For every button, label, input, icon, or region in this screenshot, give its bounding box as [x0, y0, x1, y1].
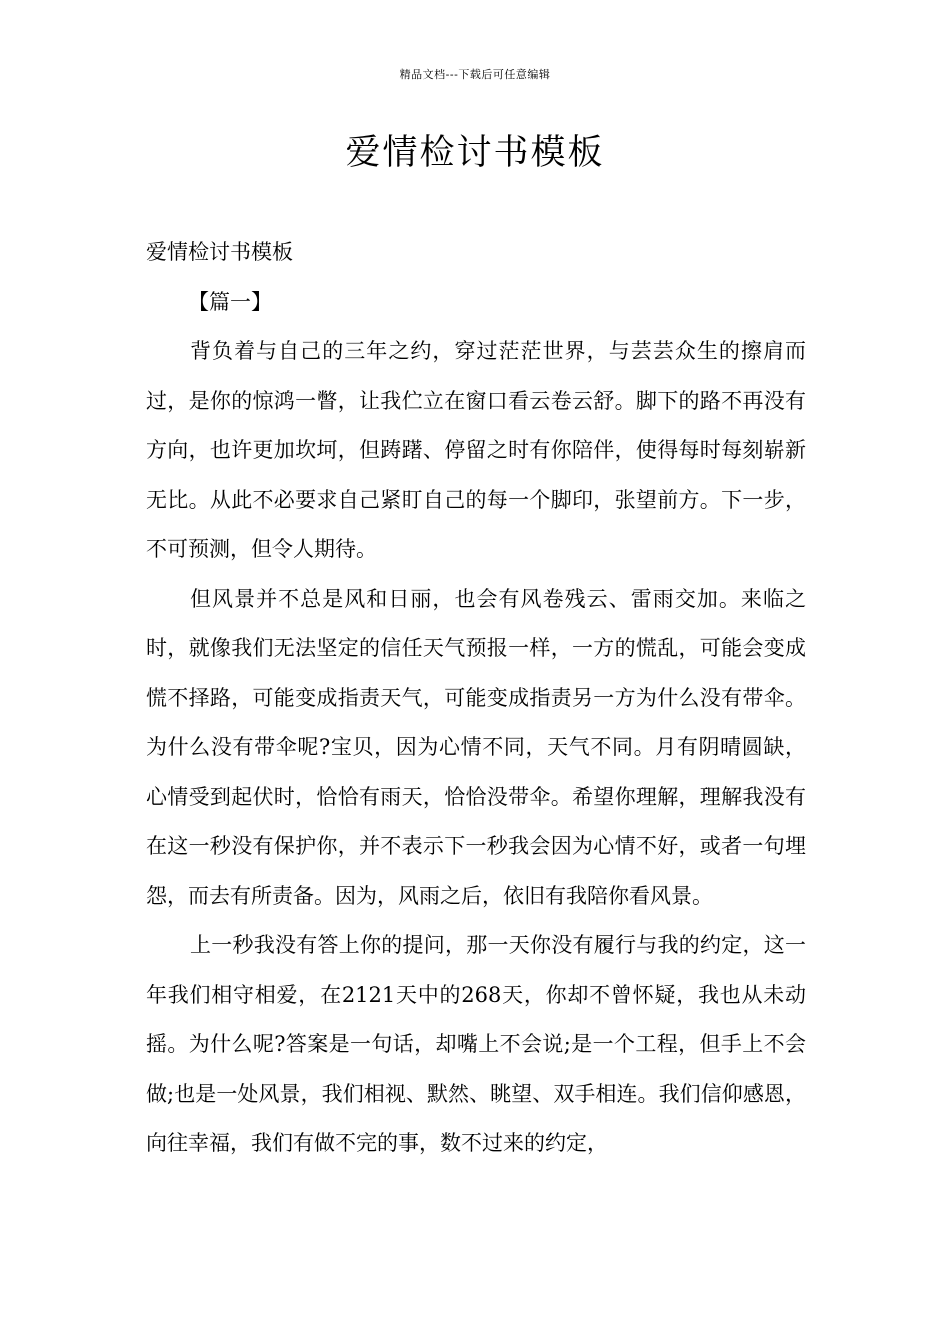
- paragraph: 上一秒我没有答上你的提问，那一天你没有履行与我的约定，这一年我们相守相爱，在2121天中的268天，你却不曾怀疑，我也从未动摇。为什么呢?答案是一句话，却嘴上不会说;是一个工程，但手上不会做;也是一处风景，我们相视、默然、眺望、双手相连。我们信仰感恩，向往幸福，我们有做不完的事，数不过来的约定，: [146, 933, 806, 1155]
- paragraph: 背负着与自己的三年之约，穿过茫茫世界，与芸芸众生的擦肩而过，是你的惊鸿一瞥，让我伫立在窗口看云卷云舒。脚下的路不再没有方向，也许更加坎坷，但踌躇、停留之时有你陪伴，使得每时每刻崭新无比。从此不必要求自己紧盯自己的每一个脚印，张望前方。下一步，不可预测，但令人期待。: [146, 339, 806, 561]
- paragraph: 但风景并不总是风和日丽，也会有风卷残云、雷雨交加。来临之时，就像我们无法坚定的信任天气预报一样，一方的慌乱，可能会变成慌不择路，可能变成指责天气，可能变成指责另一方为什么没有带伞。为什么没有带伞呢?宝贝，因为心情不同，天气不同。月有阴晴圆缺，心情受到起伏时，恰恰有雨天，恰恰没带伞。希望你理解，理解我没有在这一秒没有保护你，并不表示下一秒我会因为心情不好，或者一句埋怨，而去有所责备。因为，风雨之后，依旧有我陪你看风景。: [146, 586, 806, 908]
- document-subtitle: 爱情检讨书模板: [146, 240, 293, 264]
- section-label: 【篇一】: [188, 289, 272, 314]
- header-note: 精品文档---下载后可任意编辑: [399, 68, 551, 81]
- document-body: [146, 228, 806, 1169]
- document-title: 爱情检讨书模板: [345, 133, 605, 173]
